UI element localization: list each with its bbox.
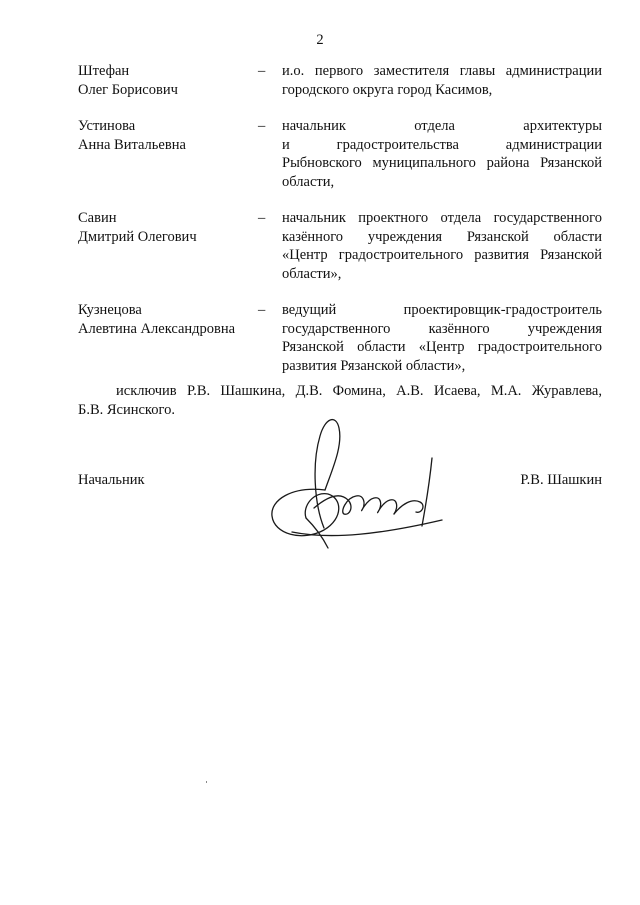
handwritten-signature [262,408,462,558]
member-surname: Кузнецова [78,302,142,318]
signer-title: Начальник [78,472,145,488]
role-line: развития Рязанской области», [282,357,466,374]
role-line: государственного казённого учреждения [282,320,602,337]
member-dash: – [258,118,266,134]
role-line: области, [282,173,335,190]
page-number: 2 [316,32,324,48]
role-line: ведущий проектировщик-градостроитель [282,302,602,318]
role-line: и.о. первого заместителя главы администрации [282,63,602,79]
member-role [282,62,602,99]
member-entry [78,209,602,283]
member-dash: – [258,210,266,226]
member-given-names: Дмитрий Олегович [78,228,197,245]
member-given-names: Алевтина Александровна [78,320,236,337]
member-surname: Штефан [78,63,130,79]
member-role [282,209,602,283]
signer-name: Р.В. Шашкин [520,472,602,488]
role-line: казённого учреждения Рязанской области [282,228,602,245]
member-dash: – [258,302,266,318]
exclusion-line: Б.В. Ясинского. [78,402,175,418]
member-surname: Савин [78,210,117,226]
member-name [78,117,258,154]
role-line: начальник отдела архитектуры [282,118,602,134]
role-line: области», [282,265,342,282]
member-dash: – [258,63,266,79]
member-entry [78,117,602,191]
member-surname: Устинова [78,118,136,134]
role-line: Рязанской области «Центр градостроительного [282,339,602,355]
member-name [78,209,258,246]
role-line: и градостроительства администрации [282,136,602,153]
role-line: «Центр градостроительного развития Рязанской [282,247,602,263]
member-entry [78,301,602,375]
member-given-names: Анна Витальевна [78,136,186,153]
exclusion-line: исключив Р.В. Шашкина, Д.В. Фомина, А.В. Исаева, М.А. Журавлева, [116,383,602,399]
role-line: городского округа город Касимов, [282,81,493,98]
role-line: Рыбновского муниципального района Рязанской [282,155,602,171]
scan-speck [206,781,207,783]
member-given-names: Олег Борисович [78,81,178,98]
member-list [78,62,602,375]
role-line: начальник проектного отдела государственного [282,210,602,226]
member-role [282,117,602,191]
member-role [282,301,602,375]
member-name [78,301,258,338]
member-entry [78,62,602,99]
member-name [78,62,258,99]
